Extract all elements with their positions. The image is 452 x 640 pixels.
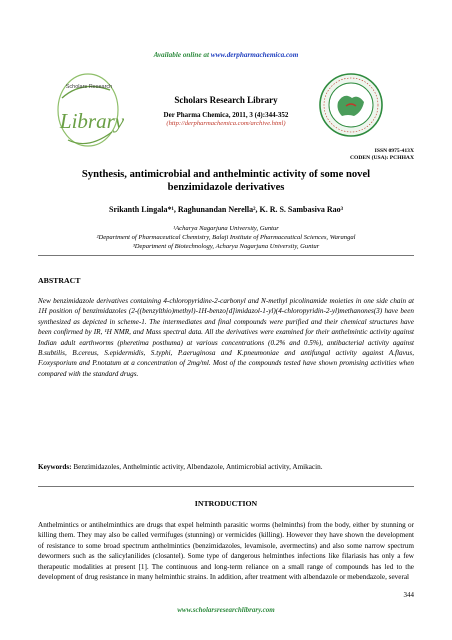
divider: [38, 486, 414, 487]
library-logo-line1: Scholars Research: [65, 84, 113, 90]
article-title-line2: benzimidazole derivatives: [167, 182, 285, 193]
affiliation-3: ³Department of Biotechnology, Acharya Nagarjuna University, Guntur: [132, 243, 320, 250]
article-title-line1: Synthesis, antimicrobial and anthelmintic activity of some novel: [81, 169, 371, 180]
availability-line: [0, 51, 452, 59]
library-logo-line2: Library: [59, 109, 124, 133]
library-title: Scholars Research Library: [174, 95, 278, 105]
journal-seal: [318, 72, 384, 138]
page-number: 344: [403, 591, 414, 599]
introduction-heading: INTRODUCTION: [194, 499, 258, 508]
article-title: [0, 168, 452, 194]
journal-archive-link[interactable]: (http://derpharmachemica.com/archive.html): [166, 120, 286, 127]
journal-citation: Der Pharma Chemica, 2011, 3 (4):344-352: [163, 111, 289, 119]
introduction-text: Anthelmintics or antihelminthics are drugs that expel helminth parasitic worms (helminths) from the body, either by stunning or killing them. They may also be called vermifuges (stunning) or vermicides (killing). However they have shown the development of resistance to some broad spectrum anthelmintics (benzimidazoles, levamisole, avermectins) and also some narrow spectrum dewormers such as the salicylanilides (closantel). Some type of dangerous helminthes infections like filariasis has only a few therapeutic modalities at present [1]. The continuous and long-term reliance on a small range of compounds has led to the development of drug resistance in many helminthic strains. In addition, after treatment with albendazole or mebendazole, several: [38, 521, 414, 582]
affiliation-2: ²Department of Pharmaceutical Chemistry, Balaji Institute of Pharmaceutical Sciences, Warangal: [96, 234, 356, 241]
journal-website-link[interactable]: www.derpharmachemica.com: [210, 51, 299, 59]
keywords: [38, 462, 414, 472]
coden: CODEN (USA): PCHHAX: [349, 155, 414, 161]
keywords-text: Benzimidazoles, Anthelmintic activity, Albendazole, Antimicrobial activity, Amikacin.: [71, 463, 323, 471]
footer-website-link[interactable]: www.scholarsresearchlibrary.com: [177, 606, 275, 614]
keywords-label: Keywords:: [38, 463, 72, 471]
affiliation-1: ¹Acharya Nagarjuna University, Guntur: [173, 225, 279, 232]
issn-block: [350, 148, 414, 162]
authors: Srikanth Lingala*¹, Raghunandan Nerella², K. R. S. Sambasiva Rao³: [109, 205, 343, 214]
availability-prefix: Available online at: [153, 51, 211, 59]
abstract-heading: ABSTRACT: [38, 276, 81, 285]
abstract-text: New benzimidazole derivatives containing 4-chloropyridine-2-carbonyl and N-methyl picolinamide moieties in one side chain at 1H position of benzimidazoles (2-((benzylthio)methyl)-1H-benzo[d]imidazol-1-yl)(4-chloropyridin-2-yl)methanones(3) have been synthesized as depicted in scheme-1. The intermediates and final compounds were purified and their chemical structures have been confirmed by IR, ¹H NMR, and Mass spectral data. All the derivatives were examined for their anthelmintic activity against Indian adult earthworms (pheretima posthuma) at various concentrations (0.2% and 0.5%), antibacterial activity against B.subtilis, B.cereus, S.epidermidis, S.typhi, P.aeruginosa and K.pneumoniae and antifungal activity against A.flavus, F.oxysporium and P.notatum at a concentration of 2mg/ml. Most of the compounds tested have shown promising activities when compared with the standard drugs.: [38, 297, 414, 378]
issn: ISSN 0975-413X: [374, 148, 414, 154]
divider: [38, 255, 414, 256]
